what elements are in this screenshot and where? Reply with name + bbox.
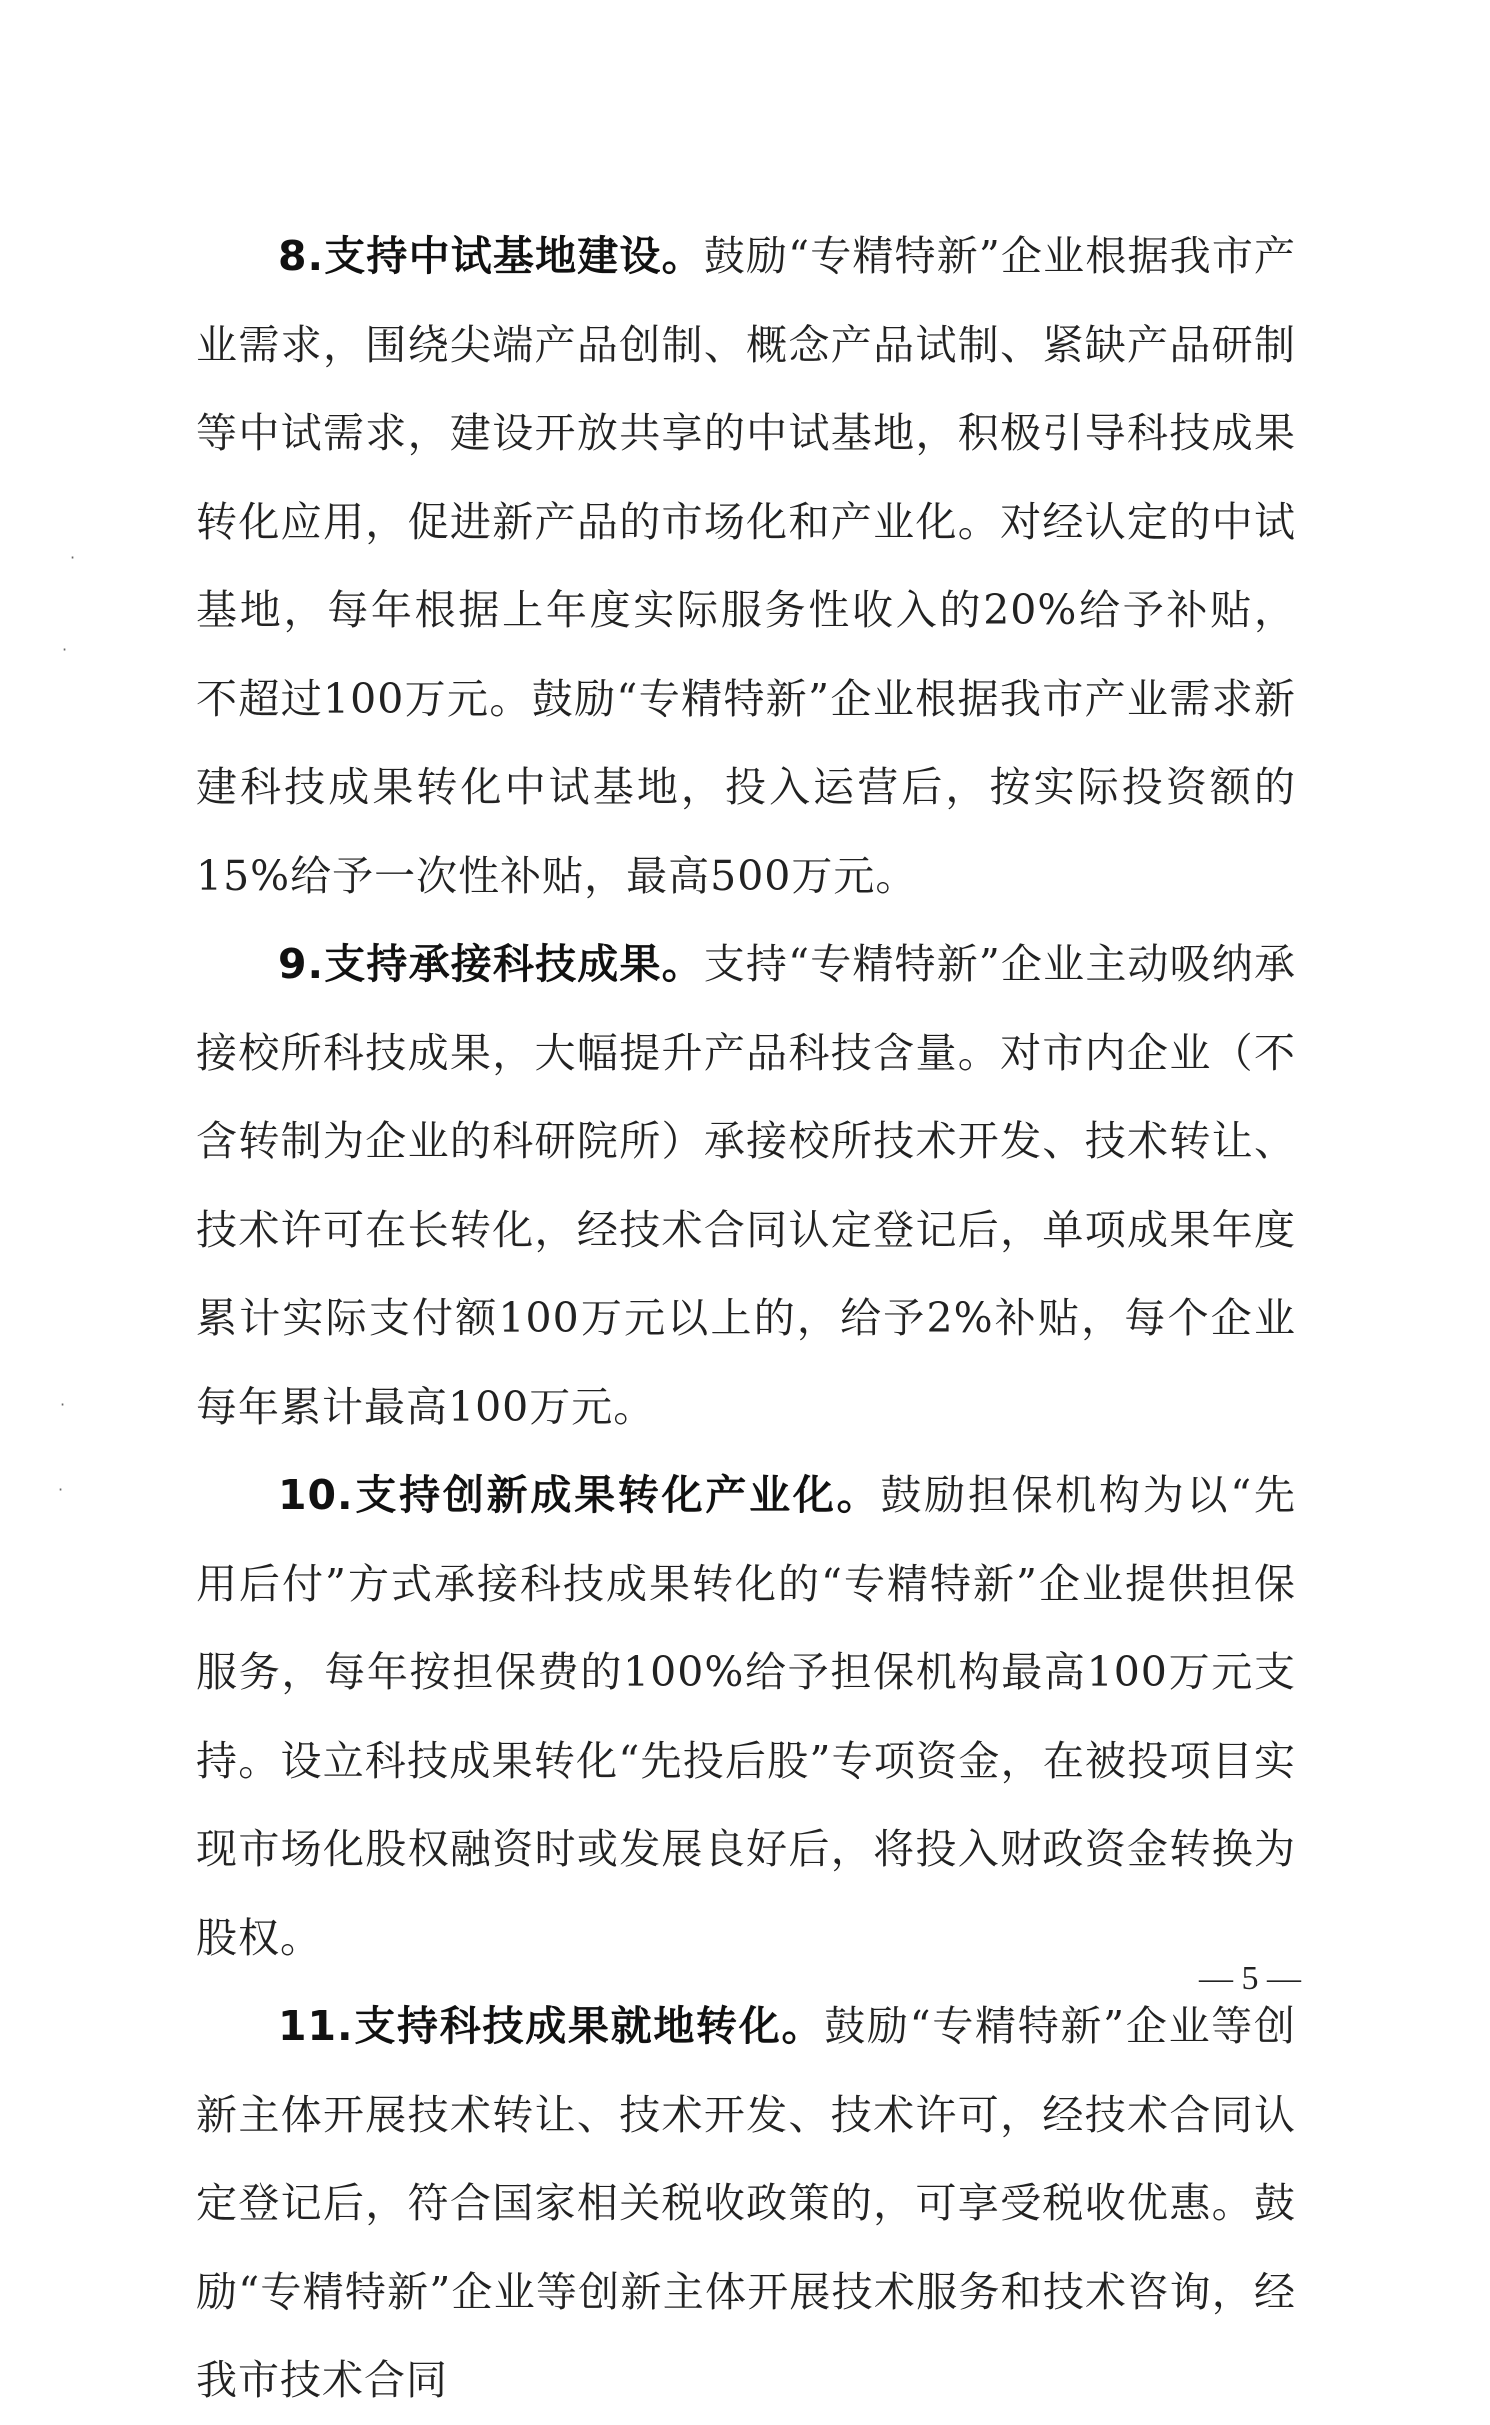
scan-speck: · — [70, 548, 76, 567]
paragraph-10 — [196, 1451, 1296, 1982]
scan-speck: · — [60, 1395, 66, 1414]
paragraph-10-body: 鼓励担保机构为以“先用后付”方式承接科技成果转化的“专精特新”企业提供担保服务，每年按担保费的100%给予担保机构最高100万元支持。设立科技成果转化“先投后股”专项资金，在被投项目实现市场化股权融资时或发展良好后，将投入财政资金转换为股权。 — [196, 1471, 1296, 1962]
paragraph-11-body: 鼓励“专精特新”企业等创新主体开展技术转让、技术开发、技术许可，经技术合同认定登记后，符合国家相关税收政策的，可享受税收优惠。鼓励“专精特新”企业等创新主体开展技术服务和技术咨询，经我市技术合同 — [196, 2002, 1297, 2404]
scan-speck: · — [62, 640, 68, 659]
scan-speck: · — [58, 1480, 64, 1499]
paragraph-9-body: 支持“专精特新”企业主动吸纳承接校所科技成果，大幅提升产品科技含量。对市内企业（不含转制为企业的科研院所）承接校所技术开发、技术转让、技术许可在长转化，经技术合同认定登记后，单项成果年度累计实际支付额100万元以上的，给予2%补贴，每个企业每年累计最高100万元。 — [196, 940, 1297, 1431]
paragraph-8-heading: 8.支持中试基地建设。 — [278, 232, 704, 280]
paragraph-9 — [196, 920, 1296, 1451]
paragraph-11-heading: 11.支持科技成果就地转化。 — [278, 2002, 825, 2050]
paragraph-10-heading: 10.支持创新成果转化产业化。 — [278, 1471, 881, 1519]
paragraph-11 — [196, 1982, 1296, 2425]
page-number: — 5 — — [1199, 1960, 1301, 1997]
document-body — [196, 212, 1296, 2425]
paragraph-9-heading: 9.支持承接科技成果。 — [278, 940, 704, 988]
paragraph-8 — [196, 212, 1296, 920]
paragraph-8-body: 鼓励“专精特新”企业根据我市产业需求，围绕尖端产品创制、概念产品试制、紧缺产品研制等中试需求，建设开放共享的中试基地，积极引导科技成果转化应用，促进新产品的市场化和产业化。对经认定的中试基地，每年根据上年度实际服务性收入的20%给予补贴，不超过100万元。鼓励“专精特新”企业根据我市产业需求新建科技成果转化中试基地，投入运营后，按实际投资额的15%给予一次性补贴，最高500万元。 — [196, 232, 1297, 900]
